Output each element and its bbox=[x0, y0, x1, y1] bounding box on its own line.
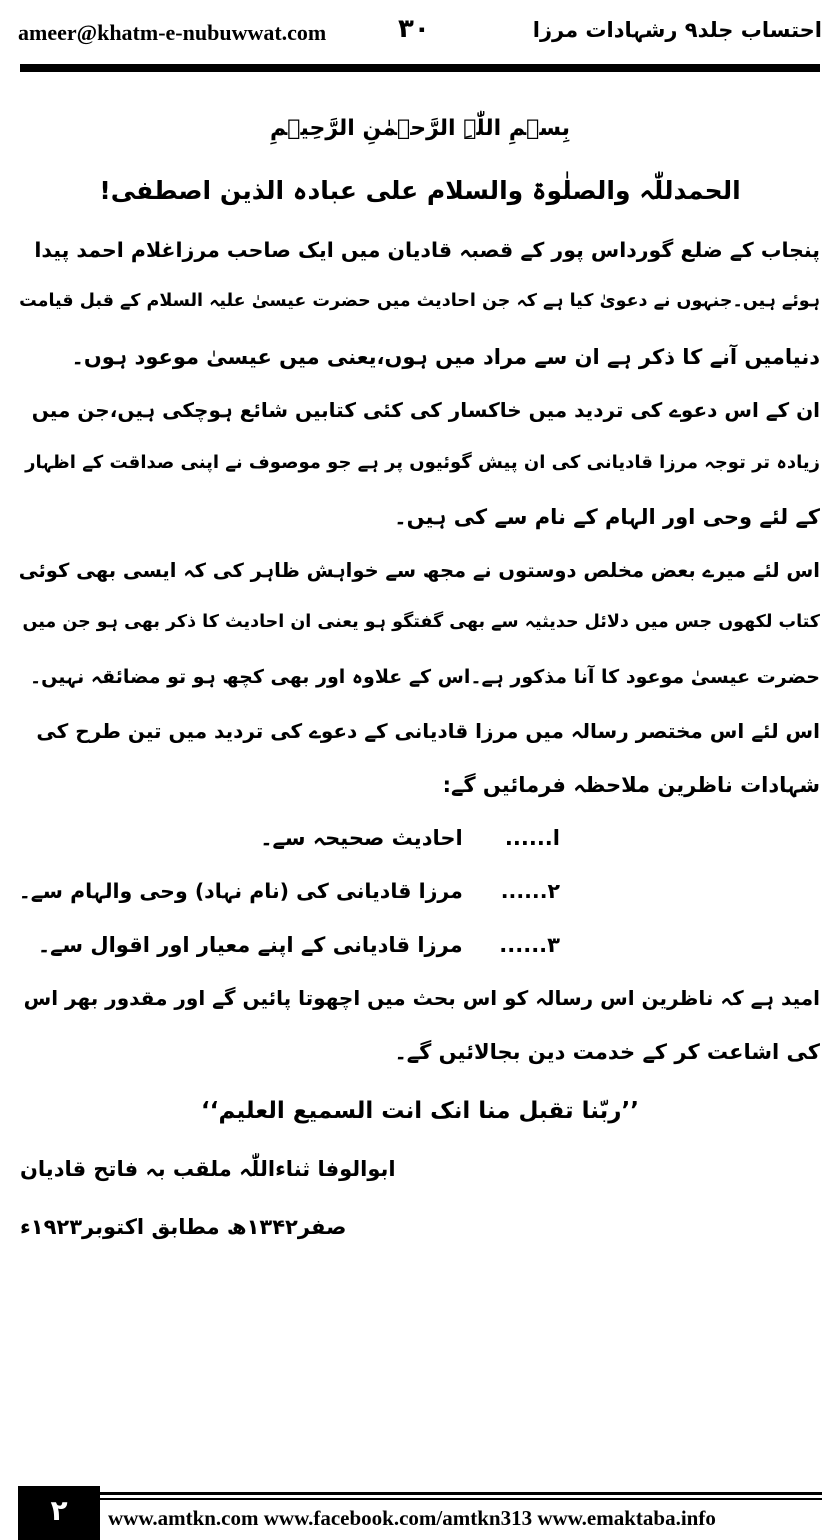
dua-quote: ’’ربّنا تقبل منا انک انت السمیع العلیم‘‘ bbox=[201, 1098, 639, 1124]
list-text: احادیث صحیحہ سے۔ bbox=[260, 826, 463, 850]
paragraph-line: دنیامیں آنے کا ذکر ہے ان سے مراد میں ہوں،یعنی میں عیسیٰ موعود ہوں۔ bbox=[71, 345, 820, 369]
page-header bbox=[0, 0, 840, 72]
header-email: ameer@khatm-e-nubuwwat.com bbox=[18, 20, 327, 45]
hamd-heading: الحمدللّٰہ والصلٰوۃ والسلام علی عبادہ الذین اصطفی! bbox=[99, 176, 741, 205]
paragraph-line: کتاب لکھوں جس میں دلائل حدیثیہ سے بھی گفتگو ہو یعنی ان احادیث کا ذکر بھی ہو جن میں bbox=[22, 612, 820, 632]
paragraph-line: اس لئے اس مختصر رسالہ میں مرزا قادیانی کے دعوے کی تردید میں تین طرح کی bbox=[36, 719, 820, 743]
footer-divider bbox=[100, 1492, 822, 1495]
header-page-number: ۳۰ bbox=[398, 14, 430, 44]
footer-divider bbox=[100, 1498, 822, 1500]
paragraph-line: کی اشاعت کر کے خدمت دین بجالائیں گے۔ bbox=[394, 1040, 820, 1064]
list-number: ا...... bbox=[504, 826, 560, 850]
list-text: مرزا قادیانی کے اپنے معیار اور اقوال سے۔ bbox=[37, 933, 463, 957]
list-text: مرزا قادیانی کی (نام نہاد) وحی والہام سے۔ bbox=[18, 879, 463, 903]
list-item bbox=[20, 828, 820, 849]
bismillah: بِسۡمِ اللّٰہِ الرَّحۡمٰنِ الرَّحِیۡمِ bbox=[270, 116, 570, 141]
page-footer bbox=[0, 1484, 840, 1540]
paragraph-line: حضرت عیسیٰ موعود کا آنا مذکور ہے۔اس کے علاوہ اور بھی کچھ ہو تو مضائقہ نہیں۔ bbox=[30, 666, 820, 688]
header-divider bbox=[20, 64, 820, 72]
header-book-title: احتساب جلد۹ رشہادات مرزا bbox=[532, 18, 822, 42]
paragraph-line: اس لئے میرے بعض مخلص دوستوں نے مجھ سے خواہش ظاہر کی کہ ایسی بھی کوئی bbox=[18, 559, 820, 582]
paragraph-line: ہوئے ہیں۔جنہوں نے دعویٰ کیا ہے کہ جن احادیث میں حضرت عیسیٰ علیہ السلام کے قبل قیامت bbox=[19, 291, 820, 311]
date-text: صفر۱۳۴۲ھ مطابق اکتوبر۱۹۲۳ء bbox=[20, 1215, 347, 1239]
date-line bbox=[20, 1217, 820, 1238]
author-line bbox=[20, 1159, 820, 1180]
paragraph-line: ان کے اس دعوے کی تردید میں خاکسار کی کئی کتابیں شائع ہوچکی ہیں،جن میں bbox=[31, 398, 820, 422]
list-number: ۳...... bbox=[499, 933, 560, 957]
list-item bbox=[20, 935, 820, 956]
paragraph-line: زیادہ تر توجہ مرزا قادیانی کی ان پیش گوئیوں پر ہے جو موصوف نے اپنی صداقت کے اظہار bbox=[25, 452, 820, 473]
list-number: ۲...... bbox=[500, 879, 560, 903]
paragraph-line: کے لئے وحی اور الہام کے نام سے کی ہیں۔ bbox=[394, 505, 820, 529]
footer-page-box: ۲ bbox=[18, 1486, 100, 1540]
footer-links: www.amtkn.com www.facebook.com/amtkn313 www.emaktaba.info bbox=[108, 1506, 716, 1530]
list-item bbox=[20, 881, 820, 902]
paragraph-line: پنجاب کے ضلع گورداس پور کے قصبہ قادیان میں ایک صاحب مرزاغلام احمد پیدا bbox=[34, 238, 820, 262]
author-name: ابوالوفا ثناءاللّٰہ ملقب بہ فاتح قادیان bbox=[20, 1157, 396, 1181]
paragraph-line: شہادات ناظرین ملاحظہ فرمائیں گے: bbox=[442, 773, 820, 797]
paragraph-line: امید ہے کہ ناظرین اس رسالہ کو اس بحث میں اچھوتا پائیں گے اور مقدور بھر اس bbox=[23, 986, 820, 1010]
